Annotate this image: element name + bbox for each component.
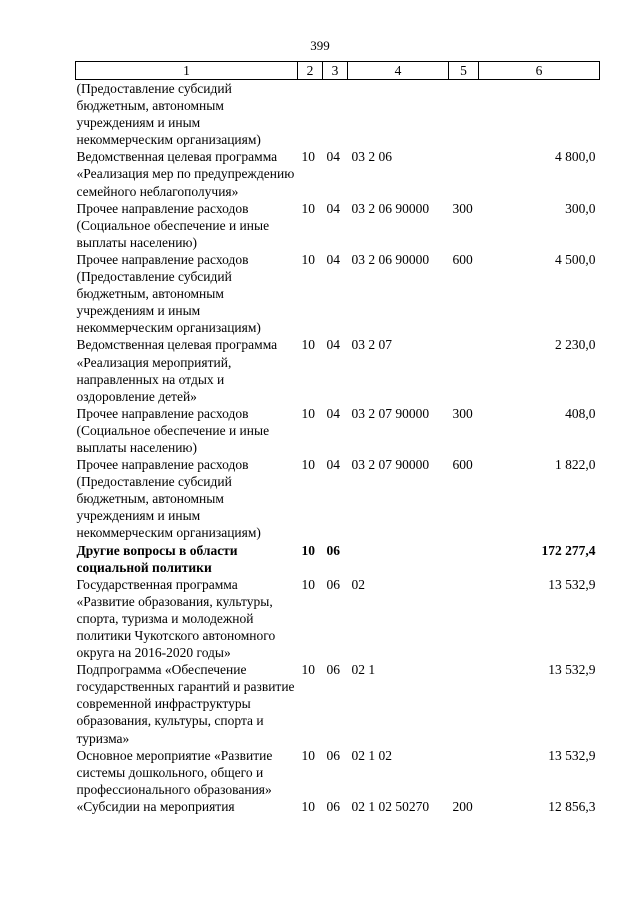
row-target-code-cell [348, 80, 449, 149]
row-expense-type-cell [449, 576, 479, 661]
row-subsection-cell: 06 [326, 542, 340, 558]
table-row [76, 456, 600, 541]
row-expense-type-cell [449, 661, 479, 746]
row-target-code-cell: 03 2 06 90000 [351, 251, 430, 267]
row-target-code-cell: 02 1 02 50270 [351, 798, 430, 814]
row-target-code-cell: 02 1 [351, 662, 376, 678]
row-expense-type-cell [449, 542, 479, 576]
table-row [76, 251, 600, 336]
row-amount-cell: 1 822,0 [555, 457, 596, 473]
row-subsection-cell: 04 [326, 457, 340, 473]
table-row [76, 747, 600, 798]
row-subsection-cell: 04 [326, 200, 340, 216]
row-name-cell: Ведомственная целевая программа «Реализация мер по предупреждению семейного неблагополучия» [76, 149, 295, 199]
row-amount-cell: 300,0 [565, 200, 596, 216]
table-row [76, 80, 600, 149]
table-row [76, 576, 600, 661]
page-number: 399 [310, 38, 330, 53]
row-expense-type-cell [449, 336, 479, 404]
row-name-cell: Ведомственная целевая программа «Реализация мероприятий, направленных на отдых и оздоровление детей» [76, 337, 278, 404]
row-section-cell: 10 [301, 149, 315, 165]
table-row [76, 542, 600, 576]
header-row [76, 62, 600, 80]
row-subsection-cell: 04 [326, 149, 340, 165]
header-col-2: 2 [298, 62, 323, 80]
row-section-cell: 10 [301, 576, 315, 592]
row-subsection-cell [323, 80, 348, 149]
row-target-code-cell: 03 2 07 90000 [351, 457, 430, 473]
row-amount-cell: 13 532,9 [548, 576, 596, 592]
table-row [76, 148, 600, 199]
row-subsection-cell: 06 [326, 747, 340, 763]
row-amount-cell: 13 532,9 [548, 662, 596, 678]
row-expense-type-cell [449, 747, 479, 798]
row-name-cell: Прочее направление расходов (Предоставление субсидий бюджетным, автономным учреждениям и иным некоммерческим организациям) [76, 457, 261, 541]
row-section-cell: 10 [301, 798, 315, 814]
row-amount-cell: 408,0 [565, 405, 596, 421]
table-row [76, 405, 600, 456]
row-expense-type-cell: 600 [452, 457, 473, 473]
row-name-cell: Прочее направление расходов (Предоставление субсидий бюджетным, автономным учреждениям и иным некоммерческим организациям) [76, 251, 261, 336]
row-target-code-cell [348, 542, 449, 576]
row-section-cell: 10 [301, 200, 315, 216]
table-header [76, 62, 600, 80]
row-expense-type-cell: 600 [452, 251, 473, 267]
row-subsection-cell: 06 [326, 798, 340, 814]
row-amount-cell: 4 500,0 [555, 251, 596, 267]
row-amount-cell [479, 80, 600, 149]
row-section-cell: 10 [301, 542, 315, 558]
row-amount-cell: 13 532,9 [548, 747, 596, 763]
row-target-code-cell: 02 [351, 576, 365, 592]
row-amount-cell: 4 800,0 [555, 149, 596, 165]
header-col-6: 6 [479, 62, 600, 80]
row-amount-cell: 172 277,4 [541, 542, 596, 558]
row-expense-type-cell [449, 148, 479, 199]
row-name-cell: Государственная программа «Развитие образования, культуры, спорта, туризма и молодежной политики Чукотского автономного округа на 2016-2020 годы» [76, 576, 276, 661]
table-row [76, 798, 600, 815]
row-section-cell: 10 [301, 747, 315, 763]
row-section-cell: 10 [301, 251, 315, 267]
row-section-cell: 10 [301, 337, 315, 353]
header-col-5: 5 [449, 62, 479, 80]
row-subsection-cell: 06 [326, 662, 340, 678]
row-section-cell: 10 [301, 662, 315, 678]
row-amount-cell: 12 856,3 [548, 798, 596, 814]
row-subsection-cell: 04 [326, 251, 340, 267]
row-expense-type-cell [449, 80, 479, 149]
row-name-cell: Основное мероприятие «Развитие системы дошкольного, общего и профессионального образования» [76, 747, 273, 797]
row-subsection-cell: 06 [326, 576, 340, 592]
row-subsection-cell: 04 [326, 405, 340, 421]
row-target-code-cell: 03 2 07 [351, 337, 392, 353]
table-row [76, 336, 600, 404]
row-target-code-cell: 03 2 07 90000 [351, 405, 430, 421]
row-amount-cell: 2 230,0 [555, 337, 596, 353]
row-target-code-cell: 03 2 06 [351, 149, 392, 165]
table-row [76, 661, 600, 746]
row-name-cell: (Предоставление субсидий бюджетным, автономным учреждениям и иным некоммерческим организациям) [76, 81, 261, 148]
row-name-cell: «Субсидии на мероприятия [76, 798, 235, 814]
row-name-cell: Прочее направление расходов (Социальное обеспечение и иные выплаты населению) [76, 200, 270, 250]
row-section-cell [298, 80, 323, 149]
table-body [76, 80, 600, 816]
header-col-1: 1 [76, 62, 298, 80]
row-section-cell: 10 [301, 405, 315, 421]
row-target-code-cell: 02 1 02 [351, 747, 392, 763]
header-col-4: 4 [348, 62, 449, 80]
header-col-3: 3 [323, 62, 348, 80]
row-expense-type-cell: 300 [452, 405, 473, 421]
row-subsection-cell: 04 [326, 337, 340, 353]
row-section-cell: 10 [301, 457, 315, 473]
table-row [76, 200, 600, 251]
row-name-cell: Подпрограмма «Обеспечение государственных гарантий и развитие современной инфраструктуры образования, культуры, спорта и туризма» [76, 662, 295, 746]
row-name-cell: Другие вопросы в области социальной политики [76, 542, 238, 575]
row-expense-type-cell: 300 [452, 200, 473, 216]
budget-table [75, 61, 600, 815]
row-name-cell: Прочее направление расходов (Социальное обеспечение и иные выплаты населению) [76, 405, 270, 455]
row-expense-type-cell: 200 [452, 798, 473, 814]
row-target-code-cell: 03 2 06 90000 [351, 200, 430, 216]
